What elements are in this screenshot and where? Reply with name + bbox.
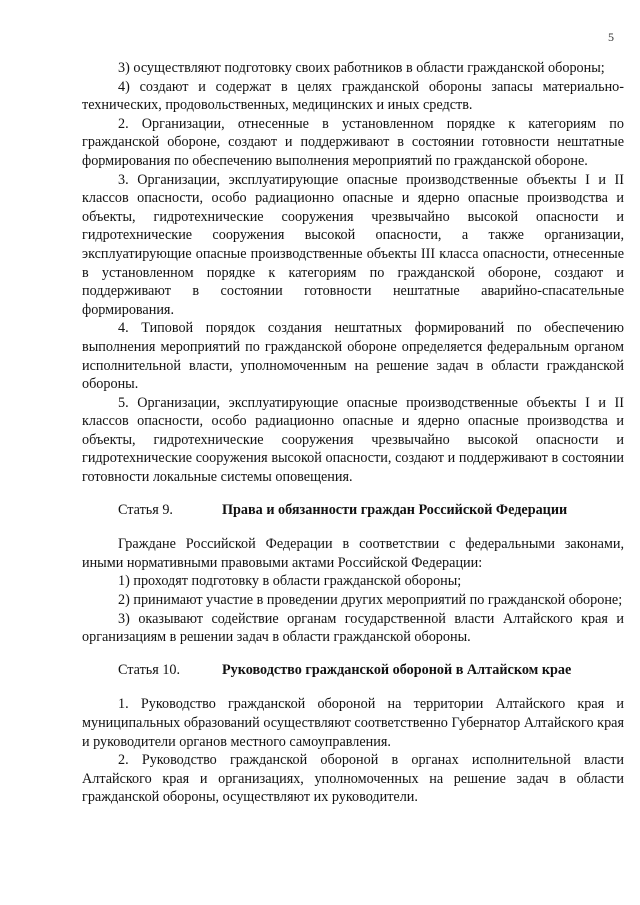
paragraph: 1) проходят подготовку в области гражданской обороны;	[118, 573, 462, 590]
article-title: Руководство гражданской обороной в Алтайском крае	[222, 661, 572, 678]
paragraph: Граждане Российской Федерации в соответствии с федеральными законами, иными нормативными правовыми актами Российской Федерации:	[82, 536, 624, 571]
paragraph: 2. Руководство гражданской обороной в органах исполнительной власти Алтайского края и организациях, уполномоченных на решение задач в области гражданской обороны, осуществляют их руководители.	[82, 752, 624, 806]
paragraph: 4. Типовой порядок создания нештатных формирований по обеспечению выполнения мероприятий по гражданской обороне определяется федеральным органом исполнительной власти, уполномоченным на решение задач в области гражданской обороны.	[82, 320, 624, 393]
paragraph: 3. Организации, эксплуатирующие опасные производственные объекты I и II классов опасности, особо радиационно опасные и ядерно опасные производства и объекты, гидротехнические сооружения чрезвычайно высокой опасности и гидротехнические сооружения высокой опасности, а также организации, эксплуатирующие опасные производственные объекты III класса опасности, отнесенные в установленном порядке к категориям по гражданской обороне, создают и поддерживают в состоянии готовности нештатные аварийно-спасательные формирования.	[82, 171, 624, 318]
article-number: Статья 10.	[118, 661, 181, 678]
paragraph: 2) принимают участие в проведении других мероприятий по гражданской обороне;	[118, 592, 623, 609]
article-9-heading	[82, 501, 624, 520]
paragraph: 5. Организации, эксплуатирующие опасные производственные объекты I и II классов опасности, особо радиационно опасные и ядерно опасные производства и объекты, гидротехнические сооружения чрезвычайно высокой опасности и гидротехнические сооружения высокой опасности, создают и поддерживают в состоянии готовности локальные системы оповещения.	[82, 394, 624, 486]
page-number: 5	[608, 30, 614, 44]
paragraph: 1. Руководство гражданской обороной на территории Алтайского края и муниципальных образований осуществляют соответственно Губернатор Алтайского края и руководители органов местного самоуправления.	[82, 696, 624, 750]
article-10-heading	[82, 661, 624, 680]
paragraph: 2. Организации, отнесенные в установленном порядке к категориям по гражданской обороне, создают и поддерживают в состоянии готовности нештатные формирования по обеспечению выполнения мероприятий по гражданской обороне.	[82, 115, 624, 169]
article-title: Права и обязанности граждан Российской Федерации	[222, 501, 568, 518]
article-number: Статья 9.	[118, 501, 173, 518]
paragraph: 4) создают и содержат в целях гражданской обороны запасы материально-технических, продовольственных, медицинских и иных средств.	[82, 78, 624, 114]
paragraph: 3) оказывают содействие органам государственной власти Алтайского края и организациям в решении задач в области гражданской обороны.	[82, 610, 624, 646]
paragraph: 3) осуществляют подготовку своих работников в области гражданской обороны;	[118, 60, 605, 76]
document-body	[82, 59, 624, 807]
